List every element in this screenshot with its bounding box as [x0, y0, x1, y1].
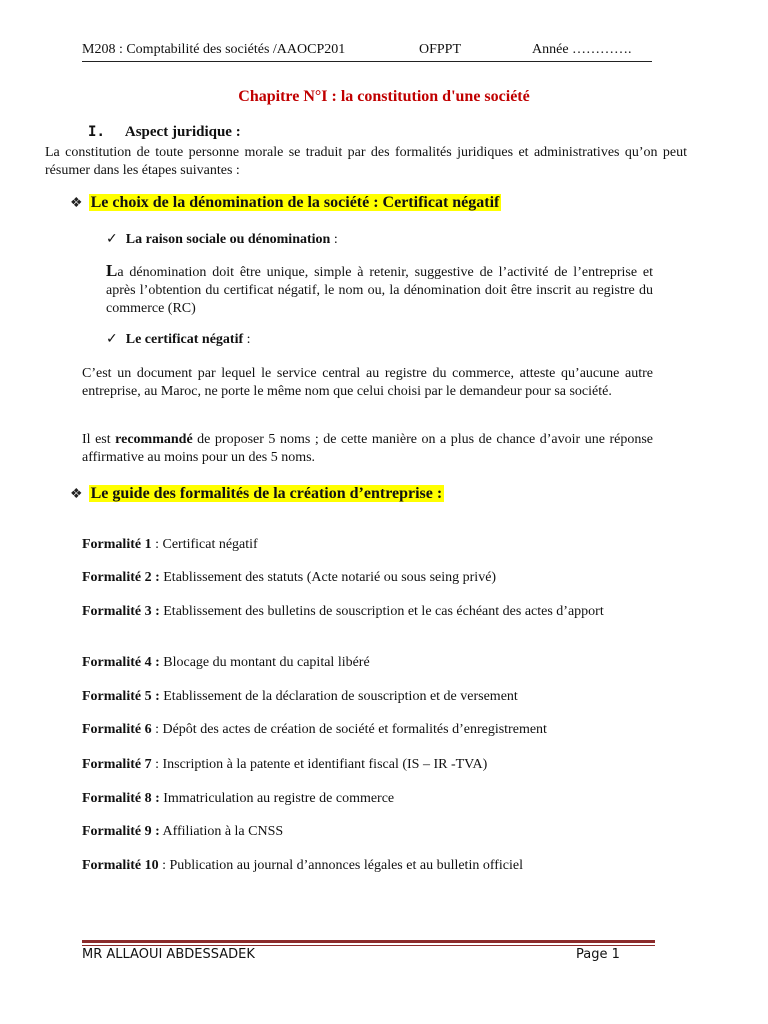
recommande-paragraph — [82, 431, 653, 467]
section-title: Aspect juridique : — [124, 124, 241, 140]
heading-denomination-text: Le choix de la dénomination de la société : Certificat négatif — [90, 194, 500, 211]
formalite-item: Formalité 8 : Immatriculation au registre de commerce — [82, 791, 395, 806]
formalite-item: Formalité 9 : Affiliation à la CNSS — [82, 824, 284, 839]
formalite-item: Formalité 1 : Certificat négatif — [82, 537, 258, 552]
footer-rule-thin — [82, 945, 655, 946]
footer-author: MR ALLAOUI ABDESSADEK — [82, 947, 255, 962]
formalite-item: Formalité 10 : Publication au journal d’annonces légales et au bulletin officiel — [82, 858, 524, 873]
certificat-suffix: : — [243, 332, 251, 347]
formalite-item: Formalité 5 : Etablissement de la déclaration de souscription et de versement — [82, 689, 518, 704]
raison-suffix: : — [330, 232, 338, 247]
raison-label: La raison sociale ou dénomination — [125, 232, 331, 247]
raison-text: a dénomination doit être unique, simple à retenir, suggestive de l’activité de l’entreprise et après l’obtention du certificat négatif, le nom ou, la dénomination doit être inscrit au registre du commerce (RC) — [106, 265, 653, 316]
certificat-paragraph: C’est un document par lequel le service central au registre du commerce, atteste qu’aucune autre entreprise, au Maroc, ne porte le même nom que celui choisi par le demandeur pour sa société. — [82, 366, 653, 399]
diamond-bullet-icon: ❖ — [70, 196, 83, 211]
checkmark-icon: ✓ — [106, 331, 118, 347]
footer-page-number: Page 1 — [576, 947, 620, 962]
formalite-item: Formalité 4 : Blocage du montant du capital libéré — [82, 655, 370, 670]
recommande-post: de proposer 5 noms ; de cette manière on a plus de chance d’avoir une réponse affirmative au moins pour un des 5 noms. — [82, 432, 653, 465]
intro-paragraph: La constitution de toute personne morale se traduit par des formalités juridiques et administratives qu’on peut résumer dans les étapes suivantes : — [45, 145, 687, 178]
heading-denomination — [70, 194, 501, 212]
header-module: M208 : Comptabilité des sociétés /AAOCP201 — [82, 42, 346, 57]
formalite-item: Formalité 3 : Etablissement des bulletins de souscription et le cas échéant des actes d’apport — [82, 604, 604, 619]
section-number: I. — [88, 124, 105, 140]
header-rule — [82, 61, 652, 62]
header-org: OFPPT — [419, 42, 462, 57]
checkmark-icon: ✓ — [106, 231, 118, 247]
diamond-bullet-icon: ❖ — [70, 487, 83, 502]
heading-guide-text: Le guide des formalités de la création d’entreprise : — [90, 485, 443, 502]
chapter-title: Chapitre N°I : la constitution d'une société — [238, 88, 530, 105]
raison-paragraph — [106, 262, 653, 318]
recommande-bold: recommandé — [115, 432, 193, 447]
certificat-label: Le certificat négatif — [125, 332, 244, 347]
header-year: Année …………. — [532, 42, 632, 57]
formalite-item: Formalité 7 : Inscription à la patente et identifiant fiscal (IS – IR -TVA) — [82, 757, 488, 772]
drop-letter: L — [106, 261, 118, 280]
formalite-item: Formalité 2 : Etablissement des statuts (Acte notarié ou sous seing privé) — [82, 570, 497, 585]
formalite-item: Formalité 6 : Dépôt des actes de création de société et formalités d’enregistrement — [82, 722, 547, 737]
footer-rule — [82, 940, 655, 943]
heading-guide — [70, 485, 444, 503]
subheading-certificat — [106, 331, 251, 348]
recommande-pre: Il est — [82, 432, 116, 447]
section-heading — [88, 124, 241, 141]
subheading-raison-sociale — [106, 231, 338, 248]
